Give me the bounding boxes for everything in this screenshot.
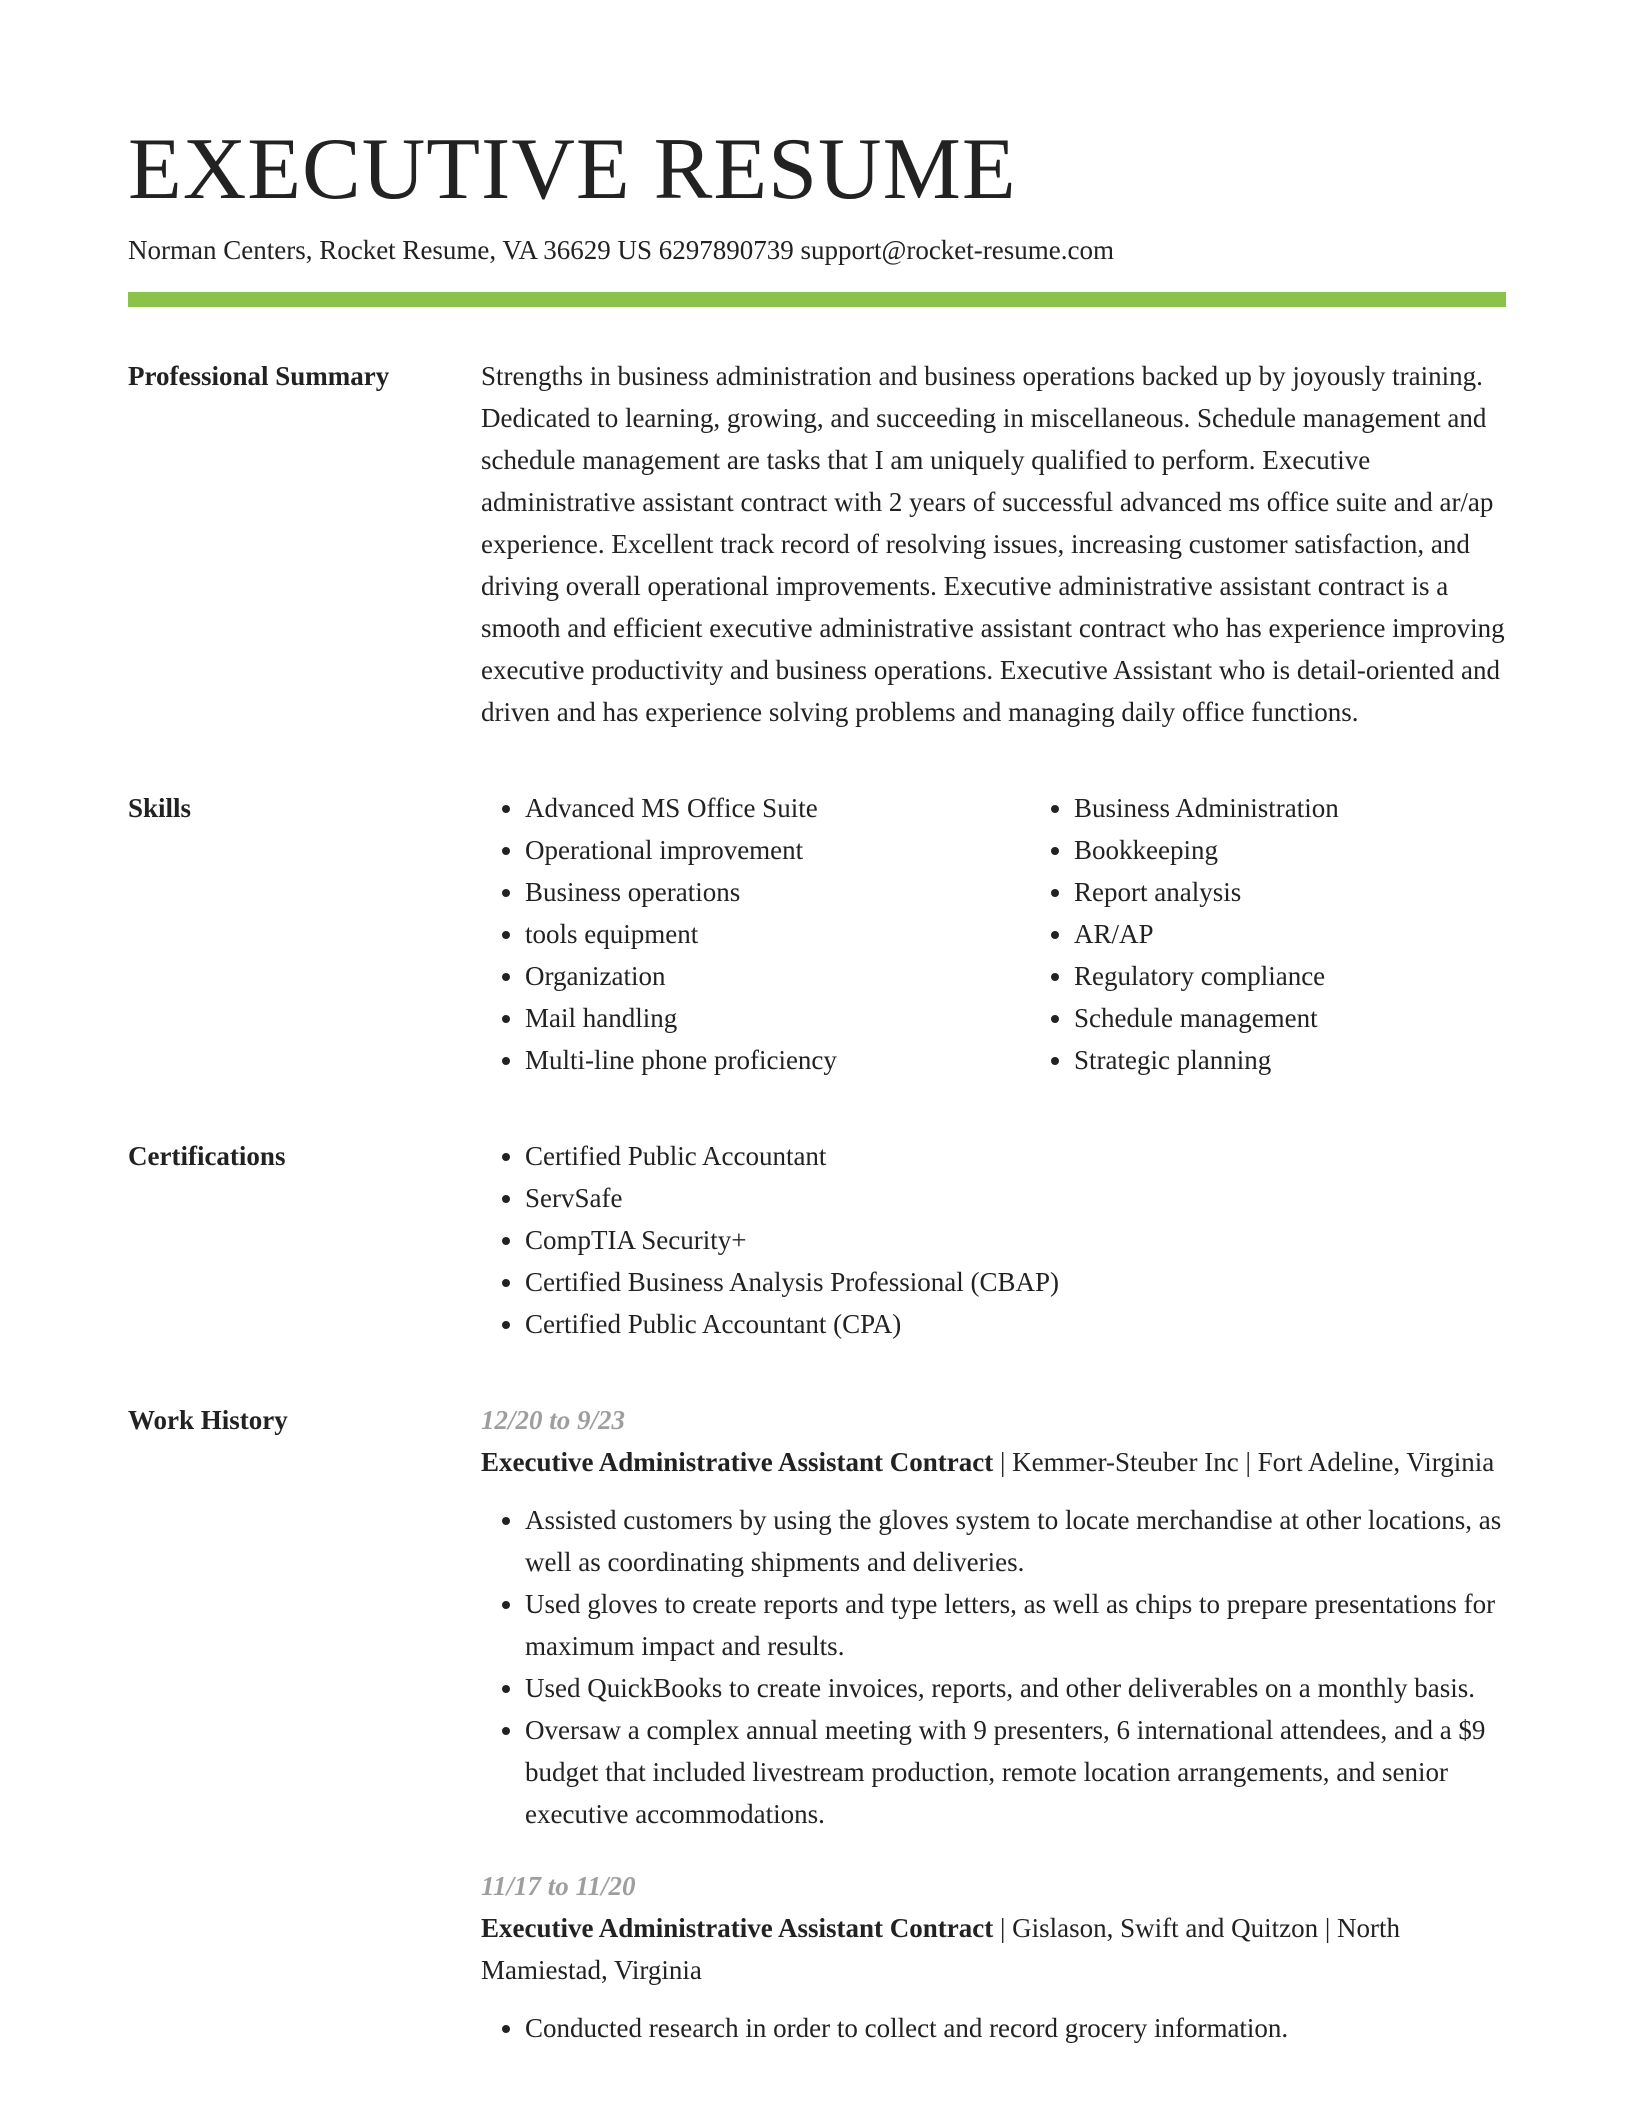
skill-item: • Mail handling [525, 997, 1030, 1039]
job-heading [481, 1441, 1506, 1483]
resume-title: EXECUTIVE RESUME [128, 121, 1017, 218]
work-history-section [128, 1399, 1506, 2049]
work-history-label: Work History [128, 1405, 288, 1435]
job-dates: 11/17 to 11/20 [481, 1871, 636, 1901]
summary-label: Professional Summary [128, 361, 390, 391]
skill-item: • Report analysis [1074, 871, 1579, 913]
job-details: | Gislason, Swift and Quitzon | North Mamiestad, Virginia [481, 1913, 1400, 1985]
job-title: Executive Administrative Assistant Contract [481, 1447, 994, 1477]
skill-item: • tools equipment [525, 913, 1030, 955]
contact-line: Norman Centers, Rocket Resume, VA 36629 US 6297890739 support@rocket-resume.com [128, 235, 1114, 265]
job-bullet: • Assisted customers by using the gloves system to locate merchandise at other locations, as well as coordinating shipments and deliveries. [525, 1499, 1506, 1583]
job-bullets [481, 2007, 1506, 2049]
certification-item: • Certified Public Accountant [525, 1135, 1506, 1177]
skill-item: • Strategic planning [1074, 1039, 1579, 1081]
summary-text: Strengths in business administration and business operations backed up by joyously training. Dedicated to learning, growing, and succeeding in miscellaneous. Schedule management and schedule management are tasks that I am uniquely qualified to perform. Executive administrative assistant contract with 2 years of successful advanced ms office suite and ar/ap experience. Excellent track record of resolving issues, increasing customer satisfaction, and driving overall operational improvements. Executive administrative assistant contract is a smooth and efficient executive administrative assistant contract who has experience improving executive productivity and business operations. Executive Assistant who is detail-oriented and driven and has experience solving problems and managing daily office functions. [481, 361, 1505, 727]
certifications-section [128, 1135, 1506, 1345]
skills-label: Skills [128, 793, 192, 823]
job-bullet: • Used gloves to create reports and type letters, as well as chips to prepare presentations for maximum impact and results. [525, 1583, 1506, 1667]
skill-item: • Schedule management [1074, 997, 1579, 1039]
skills-list-left [481, 787, 1030, 1081]
header-divider [128, 292, 1506, 307]
resume-page [128, 122, 1506, 2049]
job-dates: 12/20 to 9/23 [481, 1405, 626, 1435]
certification-item: • ServSafe [525, 1177, 1506, 1219]
skill-item: • Business operations [525, 871, 1030, 913]
certification-item: • Certified Public Accountant (CPA) [525, 1303, 1506, 1345]
job-details: | Kemmer-Steuber Inc | Fort Adeline, Virginia [993, 1447, 1495, 1477]
job-bullet: • Oversaw a complex annual meeting with 9 presenters, 6 international attendees, and a $9 budget that included livestream production, remote location arrangements, and senior executive accommodations. [525, 1709, 1506, 1835]
certification-item: • CompTIA Security+ [525, 1219, 1506, 1261]
job-bullets [481, 1499, 1506, 1835]
skills-section [128, 787, 1506, 1081]
skill-item: • Operational improvement [525, 829, 1030, 871]
job-entry [481, 1399, 1506, 1835]
skill-item: • Regulatory compliance [1074, 955, 1579, 997]
job-entry [481, 1865, 1506, 2049]
skill-item: • Organization [525, 955, 1030, 997]
job-heading [481, 1907, 1506, 1991]
skill-item: • AR/AP [1074, 913, 1579, 955]
skill-item: • Multi-line phone proficiency [525, 1039, 1030, 1081]
job-title: Executive Administrative Assistant Contract [481, 1913, 994, 1943]
skill-item: • Advanced MS Office Suite [525, 787, 1030, 829]
skill-item: • Bookkeeping [1074, 829, 1579, 871]
job-bullet: • Conducted research in order to collect and record grocery information. [525, 2007, 1506, 2049]
summary-section [128, 355, 1506, 733]
job-bullet: • Used QuickBooks to create invoices, reports, and other deliverables on a monthly basis. [525, 1667, 1506, 1709]
certifications-list [481, 1135, 1506, 1345]
skills-list-right [1030, 787, 1579, 1081]
certifications-label: Certifications [128, 1141, 286, 1171]
skill-item: • Business Administration [1074, 787, 1579, 829]
certification-item: • Certified Business Analysis Professional (CBAP) [525, 1261, 1506, 1303]
